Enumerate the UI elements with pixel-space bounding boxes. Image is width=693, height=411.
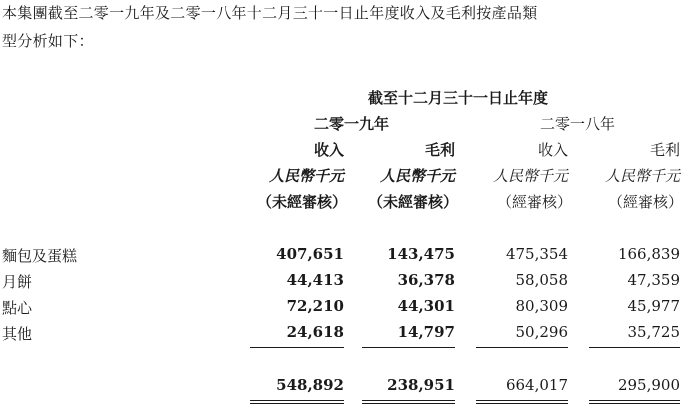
col-2-audit: （未經審核） xyxy=(367,193,458,211)
total-rule-bottom-c3 xyxy=(476,403,568,404)
intro-line-2: 型分析如下： xyxy=(2,32,94,50)
cell-r4-c1: 24,618 xyxy=(286,323,344,341)
col-4-label: 毛利 xyxy=(649,141,680,159)
cell-r3-c4: 45,977 xyxy=(627,297,680,315)
row-label-bread-cakes: 麵包及蛋糕 xyxy=(2,247,78,265)
subtotal-rule-c1 xyxy=(250,347,344,348)
total-rule-bottom-c1 xyxy=(250,403,344,404)
col-4-unit: 人民幣千元 xyxy=(604,167,680,185)
cell-r1-c4: 166,839 xyxy=(617,245,680,263)
total-rule-top-c4 xyxy=(589,400,680,401)
total-rule-bottom-c2 xyxy=(362,403,455,404)
cell-r3-c1: 72,210 xyxy=(286,297,344,315)
cell-r3-c3: 80,309 xyxy=(515,297,568,315)
total-c4: 295,900 xyxy=(617,376,680,394)
col-2-unit: 人民幣千元 xyxy=(379,167,455,185)
cell-r4-c2: 14,797 xyxy=(397,323,455,341)
subtotal-rule-c3 xyxy=(476,347,568,348)
cell-r1-c2: 143,475 xyxy=(387,245,455,263)
row-label-mooncakes: 月餅 xyxy=(2,273,33,291)
total-rule-top-c3 xyxy=(476,400,568,401)
cell-r2-c2: 36,378 xyxy=(397,271,455,289)
row-label-others: 其他 xyxy=(2,325,33,343)
col-3-audit: （經審核） xyxy=(496,193,572,211)
total-c1: 548,892 xyxy=(276,376,344,394)
cell-r2-c1: 44,413 xyxy=(286,271,344,289)
cell-r1-c1: 407,651 xyxy=(276,245,344,263)
col-1-label: 收入 xyxy=(313,141,344,159)
col-2-label: 毛利 xyxy=(424,141,455,159)
col-1-audit: （未經審核） xyxy=(256,193,347,211)
col-3-unit: 人民幣千元 xyxy=(492,167,568,185)
cell-r1-c3: 475,354 xyxy=(505,245,568,263)
cell-r4-c4: 35,725 xyxy=(627,323,680,341)
col-1-unit: 人民幣千元 xyxy=(268,167,344,185)
cell-r4-c3: 50,296 xyxy=(515,323,568,341)
year-2018-header: 二零一八年 xyxy=(540,115,616,133)
period-header: 截至十二月三十一日止年度 xyxy=(368,89,549,107)
total-rule-top-c2 xyxy=(362,400,455,401)
cell-r2-c3: 58,058 xyxy=(515,271,568,289)
col-3-label: 收入 xyxy=(537,141,568,159)
cell-r3-c2: 44,301 xyxy=(397,297,455,315)
total-rule-top-c1 xyxy=(250,400,344,401)
total-c3: 664,017 xyxy=(505,376,568,394)
year-2019-header: 二零一九年 xyxy=(314,115,390,133)
subtotal-rule-c2 xyxy=(362,347,455,348)
row-label-dim-sum: 點心 xyxy=(2,299,33,317)
col-4-audit: （經審核） xyxy=(607,193,683,211)
cell-r2-c4: 47,359 xyxy=(627,271,680,289)
total-c2: 238,951 xyxy=(387,376,455,394)
intro-line-1: 本集團截至二零一九年及二零一八年十二月三十一日止年度收入及毛利按產品類 xyxy=(2,4,538,22)
subtotal-rule-c4 xyxy=(589,347,680,348)
total-rule-bottom-c4 xyxy=(589,403,680,404)
